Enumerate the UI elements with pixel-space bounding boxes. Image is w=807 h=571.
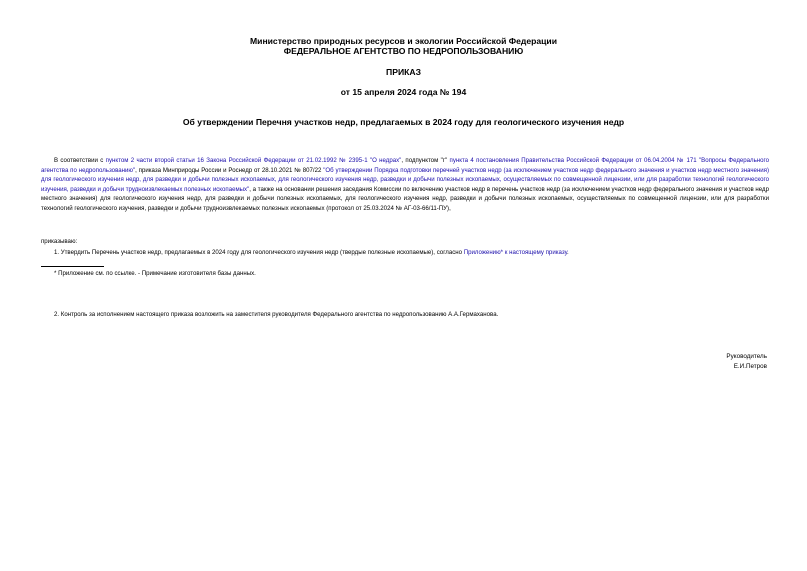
document-date-number: от 15 апреля 2024 года № 194 [340, 87, 467, 97]
signatory-name: Е.И.Петров [733, 363, 767, 370]
preamble-paragraph [41, 156, 769, 214]
preamble-text-1: В соответствии с [54, 157, 106, 164]
order-item-2: 2. Контроль за исполнением настоящего приказа возложить на заместителя руководителя Федерального агентства по недропользованию А.А.Гермаханова. [54, 311, 499, 318]
preamble-text-4: , а также на основании решения заседания Комиссии по включению участков недр в перечень участков недр (за исключением участков недр федерального значения и участков недр местного значения) для геологического изучения недр, для разведки и добычи полезных ископаемых, для геологического изучения недр, разведки и добычи полезных ископаемых, осуществляемых по совмещенной лицензии, или для разработки технологий геологического изучения, разведки и добычи трудноизвлекаемых полезных ископаемых (протокол от 25.03.2024 № АГ-03-66/11-ПУ), [41, 185, 769, 212]
appendix-link[interactable]: Приложению* к настоящему приказу [463, 249, 568, 256]
item-1-text: 1. Утвердить Перечень участков недр, предлагаемых в 2024 году для геологического изучения недр (твердые полезные ископаемые), согласно [54, 249, 464, 256]
ministry-name: Министерство природных ресурсов и экологии Российской Федерации [250, 36, 557, 46]
item-1-end: . [567, 249, 569, 256]
preamble-text-3: , приказа Минприроды России и Роснедр от 28.10.2021 № 807/22 [135, 166, 324, 174]
order-word: приказываю: [41, 238, 78, 245]
footnote-divider [41, 266, 104, 267]
document-title: Об утверждении Перечня участков недр, предлагаемых в 2024 году для геологического изучения недр [182, 117, 625, 127]
government-decree-link[interactable]: пункта 4 постановления Правительства Российской Федерации от 06.04.2004 № 171 "Вопросы Федерального агентства по недропользованию" [41, 157, 770, 174]
ministry-order-link[interactable]: "Об утверждении Порядка подготовки перечней участков недр (за исключением участков недр федерального значения и участков недр местного значения) для геологического изучения недр, для разведки и добычи полезных ископаемых, для геологического изучения недр, разведки и добычи полезных ископаемых, осуществляемых по совмещенной лицензии, или для разработки технологий геологического изучения, разведки и добычи трудноизвлекаемых полезных ископаемых" [41, 166, 769, 193]
signatory-position: Руководитель [726, 353, 767, 360]
agency-name: ФЕДЕРАЛЬНОЕ АГЕНТСТВО ПО НЕДРОПОЛЬЗОВАНИЮ [283, 46, 524, 56]
law-link[interactable]: пунктом 2 части второй статьи 16 Закона Российской Федерации от 21.02.1992 № 2395-1 "О недрах" [105, 157, 402, 164]
preamble-text-2: , подпунктом "г" [401, 157, 450, 164]
footnote: * Приложение см. по ссылке. - Примечание изготовителя базы данных. [54, 270, 256, 277]
document-type: ПРИКАЗ [386, 67, 421, 77]
order-item-1 [41, 248, 769, 258]
